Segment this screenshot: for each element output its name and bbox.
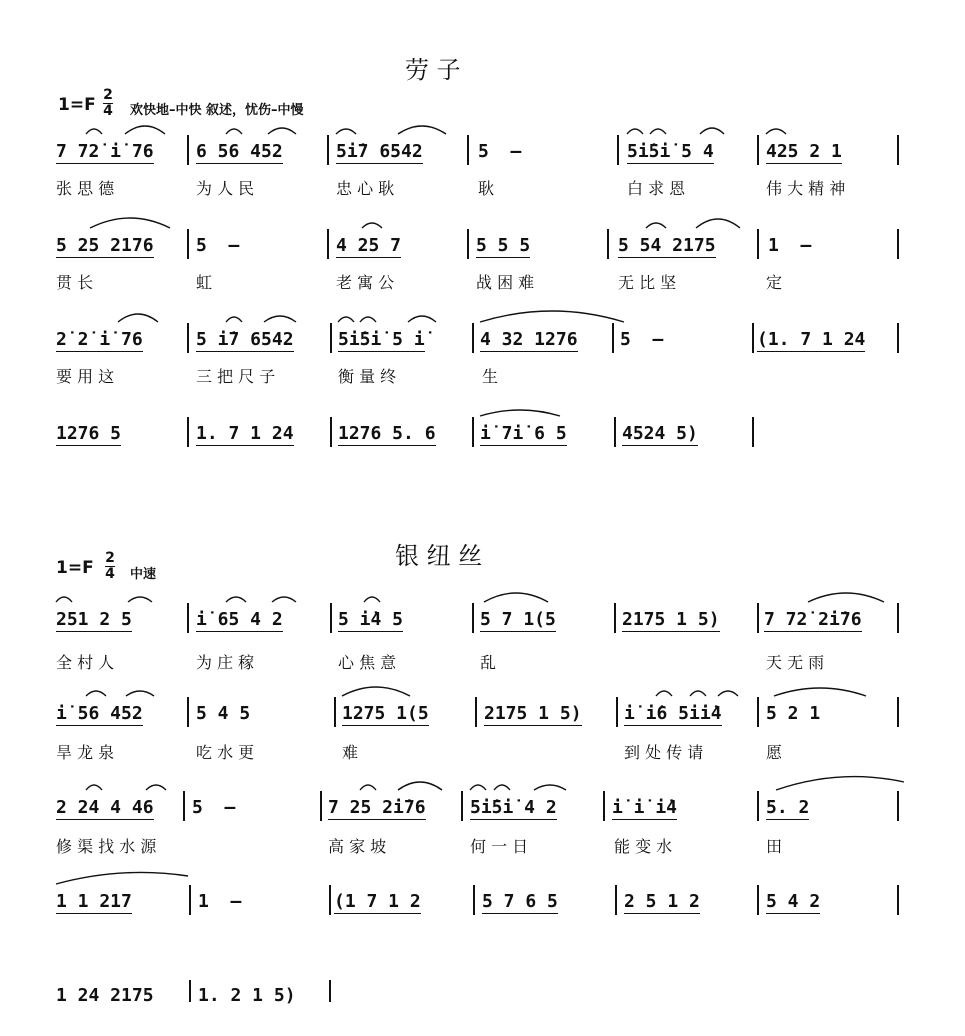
measure-notes: 5 4 2 (766, 891, 821, 912)
slur-mark (470, 785, 486, 790)
measure-notes: 5. 2 (766, 797, 810, 818)
measure-notes: i̇ 56 452 (56, 703, 143, 724)
slur-mark (125, 126, 165, 134)
lyric-text: 忠 心 耿 (336, 179, 395, 198)
slur-mark (268, 128, 296, 134)
measure-notes: 4 25 7 (336, 235, 402, 256)
measure-notes: 5 54 2175 (618, 235, 716, 256)
slur-mark (774, 688, 866, 696)
lyric-text: 乱 (480, 653, 497, 672)
measure-notes: 6 56 452 (196, 141, 283, 162)
lyric-text: 生 (482, 367, 499, 386)
slur-mark (534, 785, 566, 790)
slur-mark (56, 872, 188, 884)
measure-notes: 7 25 2̇i̇76 (328, 797, 426, 818)
measure-notes: 1. 7 1 24 (196, 423, 294, 444)
song-1-key-signature: 1=F (58, 95, 96, 115)
slur-mark (494, 785, 510, 790)
lyric-text: 天 无 雨 (766, 653, 825, 672)
lyric-text: 心 焦 意 (338, 653, 397, 672)
slur-mark (226, 317, 242, 322)
measure-notes: 1 – (198, 891, 242, 912)
lyric-text: 能 变 水 (614, 837, 673, 856)
slur-mark (264, 316, 296, 322)
measure-notes: 5 – (192, 797, 236, 818)
slur-mark (808, 593, 884, 602)
measure-notes: 1 1 217 (56, 891, 132, 912)
measure-notes: 1 – (768, 235, 812, 256)
slur-mark (86, 785, 102, 790)
lyric-text: 老 寓 公 (336, 273, 395, 292)
lyric-text: 田 (766, 837, 783, 856)
slur-mark (146, 785, 166, 790)
lyric-text: 难 (342, 743, 359, 762)
slur-mark (718, 691, 738, 696)
slur-mark (362, 223, 382, 228)
slur-mark (118, 314, 158, 322)
measure-notes: 1275 1(5 (342, 703, 429, 724)
measure-notes: 5 i̇7 6542 (196, 329, 294, 350)
lyric-text: 张 思 德 (56, 179, 115, 198)
slur-mark (90, 218, 170, 228)
slur-mark (480, 311, 624, 322)
lyric-text: 无 比 坚 (618, 273, 677, 292)
measure-notes: 5 – (620, 329, 664, 350)
measure-notes: 5i̇7 6542 (336, 141, 423, 162)
lyric-text: 旱 龙 泉 (56, 743, 115, 762)
measure-notes: 5i̇5i̇ 4 2 (470, 797, 557, 818)
measure-notes: 1. 2 1 5) (198, 985, 296, 1006)
lyric-text: 吃 水 更 (196, 743, 255, 762)
measure-notes: i̇ 7i̇ 6 5 (480, 423, 567, 444)
lyric-text: 耿 (478, 179, 495, 198)
slur-mark (272, 597, 296, 602)
slur-mark (360, 317, 376, 322)
lyric-text: 要 用 这 (56, 367, 115, 386)
lyric-text: 定 (766, 273, 783, 292)
slur-mark (364, 597, 380, 602)
slur-mark (627, 129, 643, 134)
lyric-text: 修 渠 找 水 源 (56, 837, 157, 856)
lyric-text: 全 村 人 (56, 653, 115, 672)
measure-notes: 5 4 5 (196, 703, 251, 724)
measure-notes: 5 5 5 (476, 235, 531, 256)
slur-mark (484, 593, 548, 602)
measure-notes: 5 7 1(5 (480, 609, 556, 630)
measure-notes: 5i̇5i̇ 5 i̇ (338, 329, 425, 350)
song-1-title: 劳 子 (405, 56, 461, 84)
measure-notes: 251 2 5 (56, 609, 132, 630)
slur-mark (128, 597, 152, 602)
measure-notes: 2 5 1 2 (624, 891, 700, 912)
time-top: 2 (105, 550, 115, 566)
measure-notes: 5 2 1 (766, 703, 821, 724)
measure-notes: i̇ i̇6 5i̇i̇4 (624, 703, 722, 724)
slur-mark (86, 691, 106, 696)
lyric-text: 到 处 传 请 (624, 743, 704, 762)
measure-notes: 2175 1 5) (484, 703, 582, 724)
measure-notes: 425 2 1 (766, 141, 842, 162)
measure-notes: (1 7 1 2 (334, 891, 421, 912)
slur-mark (480, 410, 560, 416)
lyric-text: 为 人 民 (196, 179, 255, 198)
lyric-text: 战 困 难 (476, 273, 535, 292)
measure-notes: 5 25 2176 (56, 235, 154, 256)
measure-notes: 1276 5 (56, 423, 122, 444)
lyric-text: 虹 (196, 273, 213, 292)
slur-mark (776, 777, 904, 790)
measure-notes: 7 72̇ i̇ 76 (56, 141, 154, 162)
slur-mark (398, 782, 442, 790)
lyric-text: 贯 长 (56, 273, 94, 292)
lyric-text: 何 一 日 (470, 837, 529, 856)
time-bottom: 4 (103, 103, 113, 119)
slur-mark (56, 597, 72, 602)
slur-mark (690, 691, 706, 696)
slur-mark (696, 219, 740, 228)
measure-notes: 7 72̇ 2̇i̇76 (764, 609, 862, 630)
slur-mark (408, 316, 436, 322)
measure-notes: 2175 1 5) (622, 609, 720, 630)
measure-notes: 1276 5. 6 (338, 423, 436, 444)
measure-notes: 5 i̇4 5 (338, 609, 404, 630)
slur-mark (656, 691, 672, 696)
slur-mark (650, 129, 666, 134)
slur-mark (226, 129, 242, 134)
lyric-text: 为 庄 稼 (196, 653, 255, 672)
slur-mark (360, 785, 376, 790)
measure-notes: 1 24 2175 (56, 985, 154, 1006)
slur-mark (336, 129, 356, 134)
song-1-tempo-marking: 欢快地–中快 叙述，忧伤–中慢 (130, 103, 304, 118)
slur-mark (86, 129, 102, 134)
lyric-text: 白 求 恩 (627, 179, 686, 198)
song-2-key-signature: 1=F (56, 558, 94, 578)
song-2-title: 银 纽 丝 (395, 542, 483, 570)
measure-notes: i̇ i̇ i̇4 (612, 797, 678, 818)
slur-mark (226, 597, 246, 602)
lyric-text: 愿 (766, 743, 783, 762)
measure-notes: 4 32 1276 (480, 329, 578, 350)
measure-notes: 2 24 4 46 (56, 797, 154, 818)
lyric-text: 伟 大 精 神 (766, 179, 846, 198)
slur-mark (338, 317, 354, 322)
slur-mark (126, 691, 154, 696)
measure-notes: (1. 7 1 24 (757, 329, 866, 350)
measure-notes: 5i̇5i̇ 5 4 (627, 141, 714, 162)
slur-mark (766, 129, 786, 134)
slur-mark (700, 128, 724, 134)
slur-mark (646, 223, 666, 228)
slur-mark (342, 687, 410, 696)
measure-notes: 5 7 6 5 (482, 891, 558, 912)
time-top: 2 (103, 87, 113, 103)
lyric-text: 三 把 尺 子 (196, 367, 276, 386)
slur-mark (398, 126, 446, 134)
measure-notes: 4524 5) (622, 423, 698, 444)
song-2-tempo-marking: 中速 (130, 567, 157, 582)
lyric-text: 衡 量 终 (338, 367, 397, 386)
measure-notes: 2̇ 2̇ i̇ 76 (56, 329, 143, 350)
lyric-text: 高 家 坡 (328, 837, 387, 856)
measure-notes: 5 – (196, 235, 240, 256)
measure-notes: i̇ 65 4 2 (196, 609, 283, 630)
time-bottom: 4 (105, 566, 115, 582)
measure-notes: 5 – (478, 141, 522, 162)
